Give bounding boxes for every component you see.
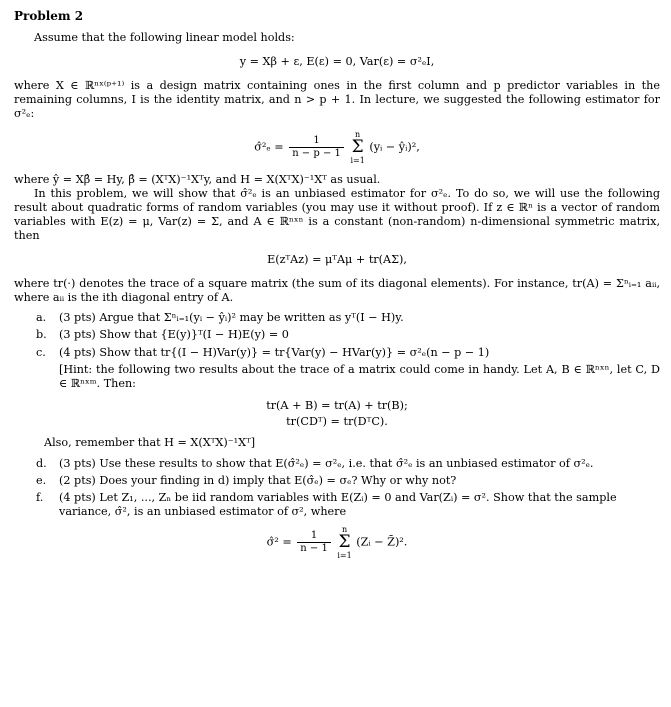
estimator-sum-bottom: i=1 [350,155,365,165]
part-d-text: (3 pts) Use these results to show that E(σ̂²ₑ) = σ²ₑ, i.e. that σ̂²ₑ is an unbiased estimator of σ²ₑ. [59,457,594,471]
sample-variance-term: (Zᵢ − Z̄)². [356,535,408,549]
trace-definition-paragraph: where tr(·) denotes the trace of a square matrix (the sum of its diagonal elements). For instance, tr(A) = Σⁿᵢ₌₁ aᵢᵢ, where aᵢᵢ is the ith diagonal entry of A. [14,277,660,305]
estimator-lhs: σ̂²ₑ = [254,140,284,154]
fitted-values-paragraph: where ŷ = Xβ̂ = Hy, β̂ = (XᵀX)⁻¹Xᵀy, and H = X(XᵀX)⁻¹Xᵀ as usual. [14,172,381,186]
part-a [14,311,660,325]
trace-equation-2: tr(CDᵀ) = tr(DᵀC). [286,414,388,428]
part-f-label: f. [36,491,44,505]
sample-variance-equation [14,525,660,560]
quadratic-form-equation: E(zᵀAz) = μᵀAμ + tr(AΣ), [267,253,407,267]
part-c [14,346,660,360]
part-b-text: (3 pts) Show that {E(y)}ᵀ(I − H)E(y) = 0 [59,328,289,342]
sigma-symbol: Σ [351,136,364,157]
sample-variance-sum [337,525,351,560]
estimator-frac-den: n − p − 1 [292,147,341,159]
sample-variance-sum-top: n [341,525,348,535]
estimator-frac-num: 1 [289,135,344,148]
problem-title: Problem 2 [14,9,84,23]
sample-variance-sum-bottom: i=1 [337,551,352,561]
problem-page [14,9,660,568]
estimator-sum-top: n [355,129,361,139]
part-b-label: b. [36,328,47,342]
part-f-text: (4 pts) Let Z₁, ..., Zₙ be iid random variables with E(Zᵢ) = 0 and Var(Zᵢ) = σ². Show that the sample variance, σ̂², is an unbiased estimator of σ², where [59,491,617,519]
sample-variance-frac-num: 1 [297,530,331,543]
intro-text: Assume that the following linear model holds: [34,31,295,45]
sample-variance-lhs: σ̂² = [266,535,292,549]
part-c-text: (4 pts) Show that tr{(I − H)Var(y)} = tr{Var(y) − HVar(y)} = σ²ₑ(n − p − 1) [59,345,490,359]
part-e-label: e. [36,474,47,488]
part-c-label: c. [36,345,46,359]
part-f [14,491,660,519]
part-b [14,328,660,342]
part-e-text: (2 pts) Does your finding in d) imply that E(σ̂ₑ) = σₑ? Why or why not? [59,474,457,488]
part-d [14,457,660,471]
estimator-sum-term: (yᵢ − ŷᵢ)², [369,140,420,154]
model-equation: y = Xβ + ε, E(ε) = 0, Var(ε) = σ²ₑI, [239,55,435,69]
sigma-symbol: Σ [338,532,351,553]
estimator-sum [350,130,364,165]
part-a-label: a. [36,311,47,325]
part-d-label: d. [36,457,47,471]
sample-variance-frac-den: n − 1 [300,543,328,555]
quadratic-forms-paragraph: In this problem, we will show that σ̂²ₑ is an unbiased estimator for σ²ₑ. To do so, we will use the following result about quadratic forms of random variables (you may use it without proof). If z ∈ ℝⁿ is a vector of random variables with E(z) = μ, Var(z) = Σ, and A ∈ ℝⁿˣⁿ is a constant (non-random) n-dimensional symmetric matrix, then [14,186,660,242]
estimator-equation [14,130,660,165]
part-e [14,474,660,488]
sample-variance-fraction [297,530,331,555]
design-matrix-paragraph: where X ∈ ℝⁿˣ⁽ᵖ⁺¹⁾ is a design matrix containing ones in the first column and p predictor variables in the remaining columns, I is the identity matrix, and n > p + 1. In lecture, we suggested the following estimator for σ²ₑ: [14,79,660,121]
hint-text: [Hint: the following two results about the trace of a matrix could come in handy. Let A, B ∈ ℝⁿˣⁿ, let C, D ∈ ℝⁿˣᵐ. Then: [59,362,660,390]
part-a-text: (3 pts) Argue that Σⁿᵢ₌₁(yᵢ − ŷᵢ)² may be written as yᵀ(I − H)y. [59,311,404,325]
hat-matrix-reminder: Also, remember that H = X(XᵀX)⁻¹Xᵀ] [44,435,256,449]
trace-equation-1: tr(A + B) = tr(A) + tr(B); [266,398,408,412]
estimator-fraction [289,135,344,160]
